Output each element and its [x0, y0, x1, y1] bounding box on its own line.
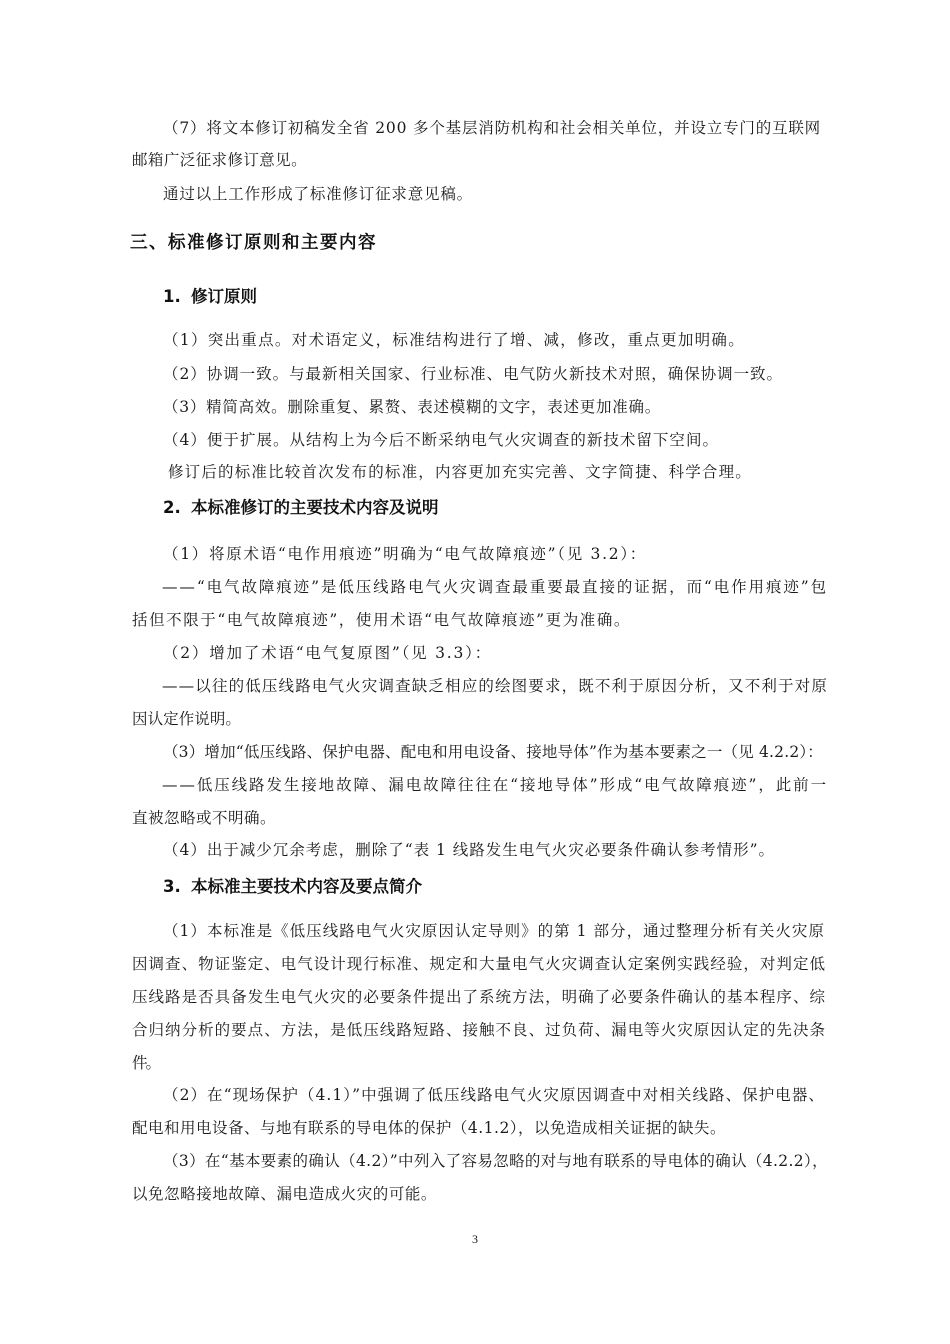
- paragraph-line: 件。: [132, 1054, 159, 1072]
- paragraph-line: （2）在“现场保护（4.1）”中强调了低压线路电气火灾原因调查中对相关线路、保护电器、: [163, 1086, 825, 1104]
- subsection-title: 本标准修订的主要技术内容及说明: [191, 498, 439, 517]
- paragraph-line: 压线路是否具备发生电气火灾的必要条件提出了系统方法，明确了必要条件确认的基本程序、综: [132, 988, 826, 1006]
- paragraph-line: 邮箱广泛征求修订意见。: [132, 151, 307, 169]
- subsection-heading: [163, 876, 422, 898]
- paragraph-line: 修订后的标准比较首次发布的标准，内容更加充实完善、文字简捷、科学合理。: [168, 463, 752, 481]
- paragraph-line: 合归纳分析的要点、方法，是低压线路短路、接触不良、过负荷、漏电等火灾原因认定的先决条: [132, 1021, 826, 1039]
- paragraph-line: （1）将原术语“电作用痕迹”明确为“电气故障痕迹”（见 3.2）：: [163, 545, 647, 563]
- paragraph-line: （2）协调一致。与最新相关国家、行业标准、电气防火新技术对照，确保协调一致。: [163, 365, 783, 383]
- subsection-heading: [163, 286, 257, 308]
- subsection-number: 2.: [163, 498, 181, 517]
- subsection-number: 1.: [163, 287, 181, 306]
- paragraph-line: （3）在“基本要素的确认（4.2）”中列入了容易忽略的对与地有联系的导电体的确认（4.2.2），: [163, 1152, 828, 1170]
- paragraph-line: （2）增加了术语“电气复原图”（见 3.3）：: [163, 644, 492, 662]
- paragraph-line: ——以往的低压线路电气火灾调查缺乏相应的绘图要求，既不利于原因分析，又不利于对原: [162, 677, 828, 695]
- paragraph-line: （7）将文本修订初稿发全省 200 多个基层消防机构和社会相关单位，并设立专门的互联网: [163, 119, 821, 137]
- subsection-heading: [163, 497, 439, 519]
- section-heading: 三、标准修订原则和主要内容: [130, 233, 377, 253]
- paragraph-line: 直被忽略或不明确。: [132, 809, 276, 827]
- paragraph-line: ——低压线路发生接地故障、漏电故障往往在“接地导体”形成“电气故障痕迹”，此前一: [162, 776, 828, 794]
- paragraph-line: （1）本标准是《低压线路电气火灾原因认定导则》的第 1 部分，通过整理分析有关火灾原: [163, 922, 825, 940]
- paragraph-line: （3）增加“低压线路、保护电器、配电和用电设备、接地导体”作为基本要素之一（见 4.2.2）：: [163, 743, 823, 761]
- subsection-number: 3.: [163, 877, 181, 896]
- paragraph-line: 因调查、物证鉴定、电气设计现行标准、规定和大量电气火灾调查认定案例实践经验，对判定低: [132, 955, 826, 973]
- paragraph-line: （3）精简高效。删除重复、累赘、表述模糊的文字，表述更加准确。: [163, 398, 661, 416]
- page-number: 3: [472, 1232, 478, 1246]
- subsection-title: 修订原则: [191, 287, 257, 306]
- paragraph-line: 以免忽略接地故障、漏电造成火灾的可能。: [132, 1185, 437, 1203]
- paragraph-line: 通过以上工作形成了标准修订征求意见稿。: [163, 185, 473, 203]
- paragraph-line: （4）出于减少冗余考虑，删除了“表 1 线路发生电气火灾必要条件确认参考情形”。: [163, 841, 775, 859]
- paragraph-line: 配电和用电设备、与地有联系的导电体的保护（4.1.2），以免造成相关证据的缺失。: [132, 1119, 726, 1137]
- subsection-title: 本标准主要技术内容及要点简介: [191, 877, 422, 896]
- paragraph-line: 因认定作说明。: [132, 710, 241, 728]
- paragraph-line: （1）突出重点。对术语定义，标准结构进行了增、减，修改，重点更加明确。: [163, 331, 745, 349]
- paragraph-line: ——“电气故障痕迹”是低压线路电气火灾调查最重要最直接的证据，而“电作用痕迹”包: [162, 578, 828, 596]
- paragraph-line: 括但不限于“电气故障痕迹”，使用术语“电气故障痕迹”更为准确。: [132, 611, 631, 629]
- paragraph-line: （4）便于扩展。从结构上为今后不断采纳电气火灾调查的新技术留下空间。: [163, 431, 719, 449]
